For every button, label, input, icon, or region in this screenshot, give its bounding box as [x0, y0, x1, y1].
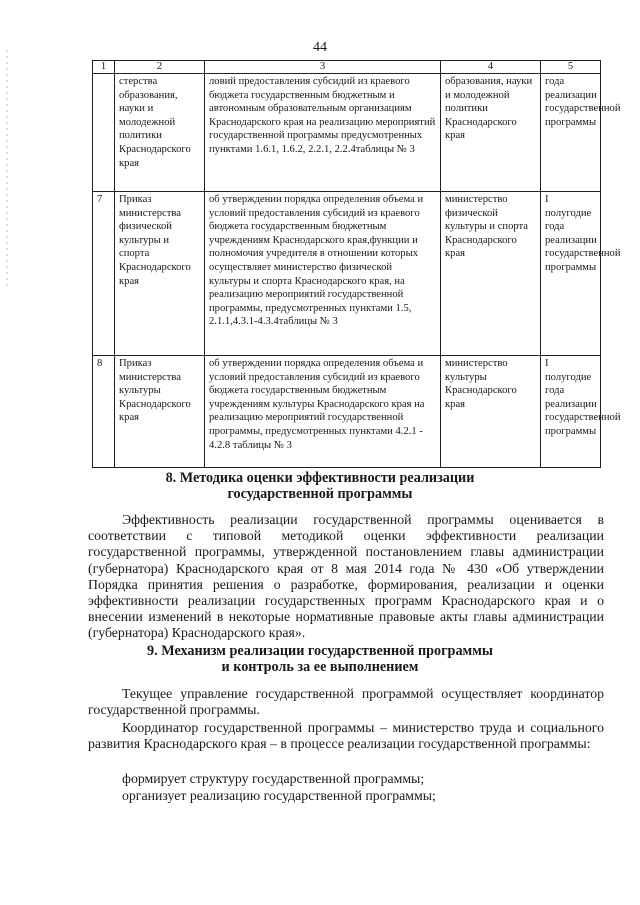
row-number: [93, 74, 115, 192]
section-9-item-2: организует реализацию государственной программы;: [122, 788, 436, 803]
column-header: 4: [441, 61, 541, 74]
section-9-paragraph-2: [88, 720, 604, 752]
section-9-paragraph-1: [88, 686, 604, 718]
subject-cell: об утверждении порядка определения объема и условий предоставления субсидий из краевого бюджета государственным бюджетным учреждениям культуры Краснодарского края на реализацию мероприятий государственной программы, предусмотренных пунктами 4.2.1 - 4.2.8 таблицы № 3: [205, 356, 441, 468]
table-row: [93, 74, 601, 192]
section-8-title-line: 8. Методика оценки эффективности реализации: [165, 470, 475, 486]
executor-cell: министерство физической культуры и спорта Краснодарского края: [441, 192, 541, 356]
table-row: [93, 192, 601, 356]
scan-edge-mark: [6, 50, 8, 290]
section-8-paragraph: [88, 512, 604, 642]
row-number: 7: [93, 192, 115, 356]
section-8-text: Эффективность реализации государственной программы оценивается в соответствии с типовой методикой оценки эффективности реализации государственной программы, утвержденной постановлением главы администрации (губернатора) Краснодарского края от 8 мая 2014 года № 430 «Об утверждении Порядка принятия решения о разработке, формирования, реализации и оценки эффективности реализации государственных программ Краснодарского края и о внесении изменений в некоторые нормативные правовые акты главы администрации (губернатора) Краснодарского края».: [88, 512, 604, 641]
term-cell: года реализации государственной программы: [541, 74, 601, 192]
table-row: [93, 356, 601, 468]
executor-cell: министерство культуры Краснодарского края: [441, 356, 541, 468]
term-cell: I полугодие года реализации государственной программы: [541, 356, 601, 468]
document-type-cell: Приказ министерства физической культуры и спорта Краснодарского края: [115, 192, 205, 356]
section-9-title-line: 9. Механизм реализации государственной программы: [147, 643, 493, 659]
column-header: 1: [93, 61, 115, 74]
section-8-title-line: государственной программы: [227, 486, 413, 502]
subject-cell: об утверждении порядка определения объема и условий предоставления субсидий из краевого бюджета государственным бюджетным учреждениям Краснодарского края,функции и полномочия учредителя в отношении которых осуществляет министерство физической культуры и спорта Краснодарского края, на реализацию мероприятий государственной программы, предусмотренных пунктами 1.5, 2.1.1,4.3.1-4.3.4таблицы № 3: [205, 192, 441, 356]
section-9-item-1: формирует структуру государственной программы;: [122, 771, 425, 786]
column-header: 3: [205, 61, 441, 74]
section-9-text-1: Текущее управление государственной программой осуществляет координатор государственной программы.: [88, 686, 604, 718]
table-header-row: [93, 61, 601, 74]
term-cell: I полугодие года реализации государственной программы: [541, 192, 601, 356]
subject-cell: ловий предоставления субсидий из краевого бюджета государственным бюджетным и автономным образовательным организациям Краснодарского края на реализацию мероприятий государственной программы предусмотренных пунктами 1.6.1, 1.6.2, 2.2.1, 2.2.4таблицы № 3: [205, 74, 441, 192]
document-type-cell: стерства образования, науки и молодежной политики Краснодарского края: [115, 74, 205, 192]
section-9-title-line: и контроль за ее выполнением: [221, 659, 419, 675]
section-9-text-2: Координатор государственной программы – министерство труда и социального развития Краснодарского края – в процессе реализации государственной программы:: [88, 720, 604, 752]
section-9-title: [60, 643, 580, 675]
page-number: 44: [313, 40, 327, 55]
executor-cell: образования, науки и молодежной политики Краснодарского края: [441, 74, 541, 192]
measures-table: [92, 60, 621, 468]
section-8-title: [60, 470, 580, 502]
document-type-cell: Приказ министерства культуры Краснодарского края: [115, 356, 205, 468]
column-header: 2: [115, 61, 205, 74]
row-number: 8: [93, 356, 115, 468]
column-header: 5: [541, 61, 601, 74]
